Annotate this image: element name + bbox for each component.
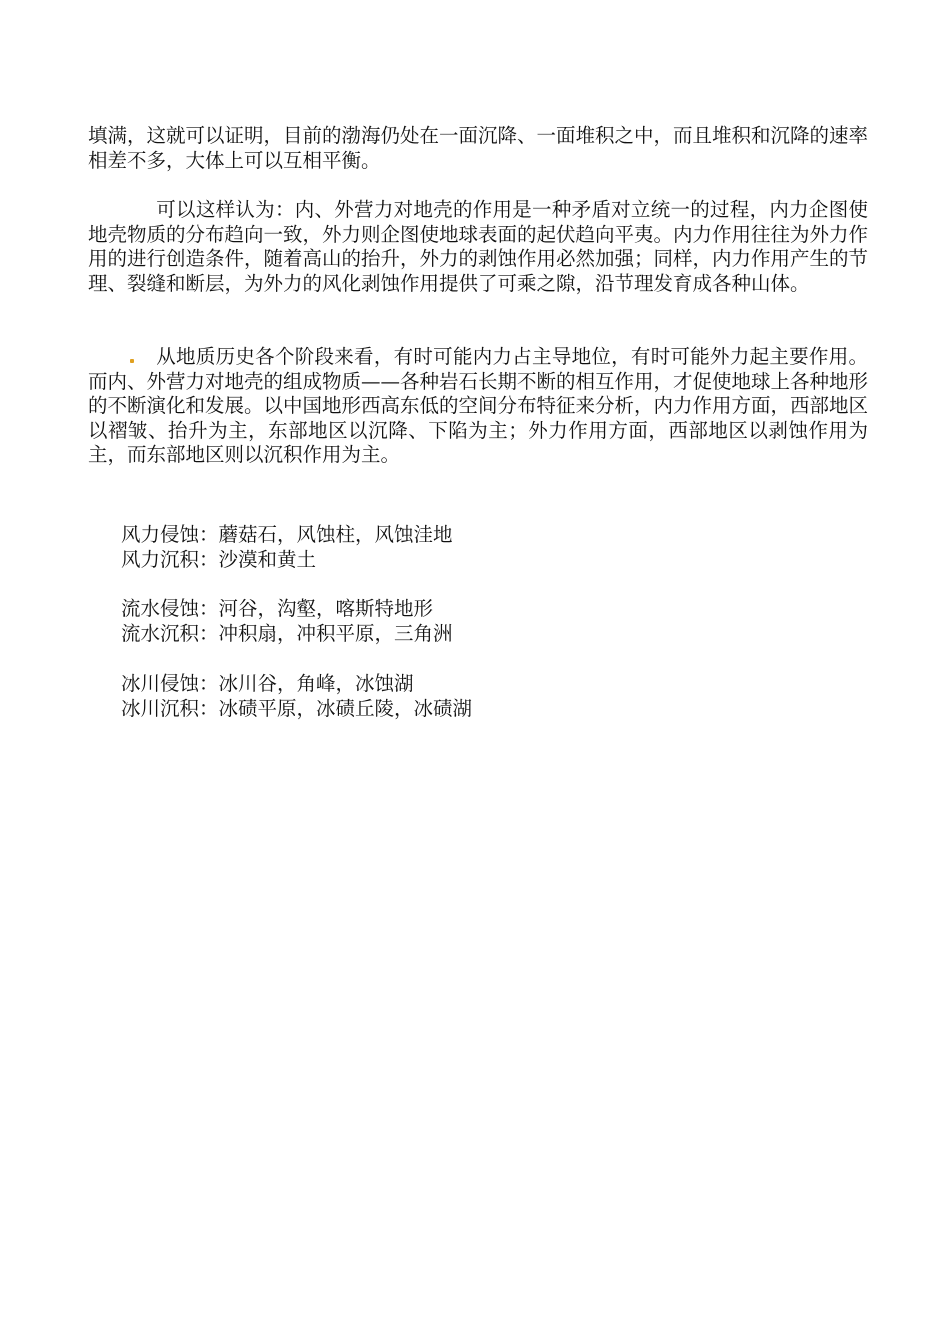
marker-dot-icon [130, 359, 134, 363]
paragraph-continuation [88, 124, 868, 173]
water-deposition-line: 流水沉积：冲积扇，冲积平原，三角洲 [121, 622, 453, 645]
paragraph-text: 从地质历史各个阶段来看，有时可能内力占主导地位，有时可能外力起主要作用。而内、外营力对地壳的组成物质——各种岩石长期不断的相互作用，才促使地球上各种地形的不断演化和发展。以中国地形西高东低的空间分布特征来分析，内力作用方面，西部地区以褶皱、抬升为主，东部地区以沉降、下陷为主；外力作用方面，西部地区以剥蚀作用为主，而东部地区则以沉积作用为主。 [88, 345, 869, 466]
water-erosion-line: 流水侵蚀：河谷，沟壑，喀斯特地形 [121, 597, 434, 620]
paragraph-text: 可以这样认为：内、外营力对地壳的作用是一种矛盾对立统一的过程，内力企图使地壳物质的分布趋向一致，外力则企图使地球表面的起伏趋向平夷。内力作用往往为外力作用的进行创造条件，随着高山的抬升，外力的剥蚀作用必然加强；同样，内力作用产生的节理、裂缝和断层，为外力的风化剥蚀作用提供了可乘之隙，沿节理发育成各种山体。 [88, 198, 869, 295]
glacier-deposition-line: 冰川沉积：冰碛平原，冰碛丘陵，冰碛湖 [121, 697, 473, 720]
water-landforms [121, 596, 453, 646]
paragraph-geologic-history [88, 345, 868, 468]
glacier-landforms [121, 671, 472, 721]
wind-erosion-line: 风力侵蚀：蘑菇石，风蚀柱，风蚀洼地 [121, 523, 453, 546]
wind-deposition-line: 风力沉积：沙漠和黄土 [121, 548, 317, 571]
paragraph-internal-external-forces [88, 198, 868, 296]
paragraph-text: 填满，这就可以证明，目前的渤海仍处在一面沉降、一面堆积之中，而且堆积和沉降的速率相差不多，大体上可以互相平衡。 [88, 124, 869, 172]
wind-landforms [121, 522, 453, 572]
glacier-erosion-line: 冰川侵蚀：冰川谷，角峰，冰蚀湖 [121, 672, 414, 695]
